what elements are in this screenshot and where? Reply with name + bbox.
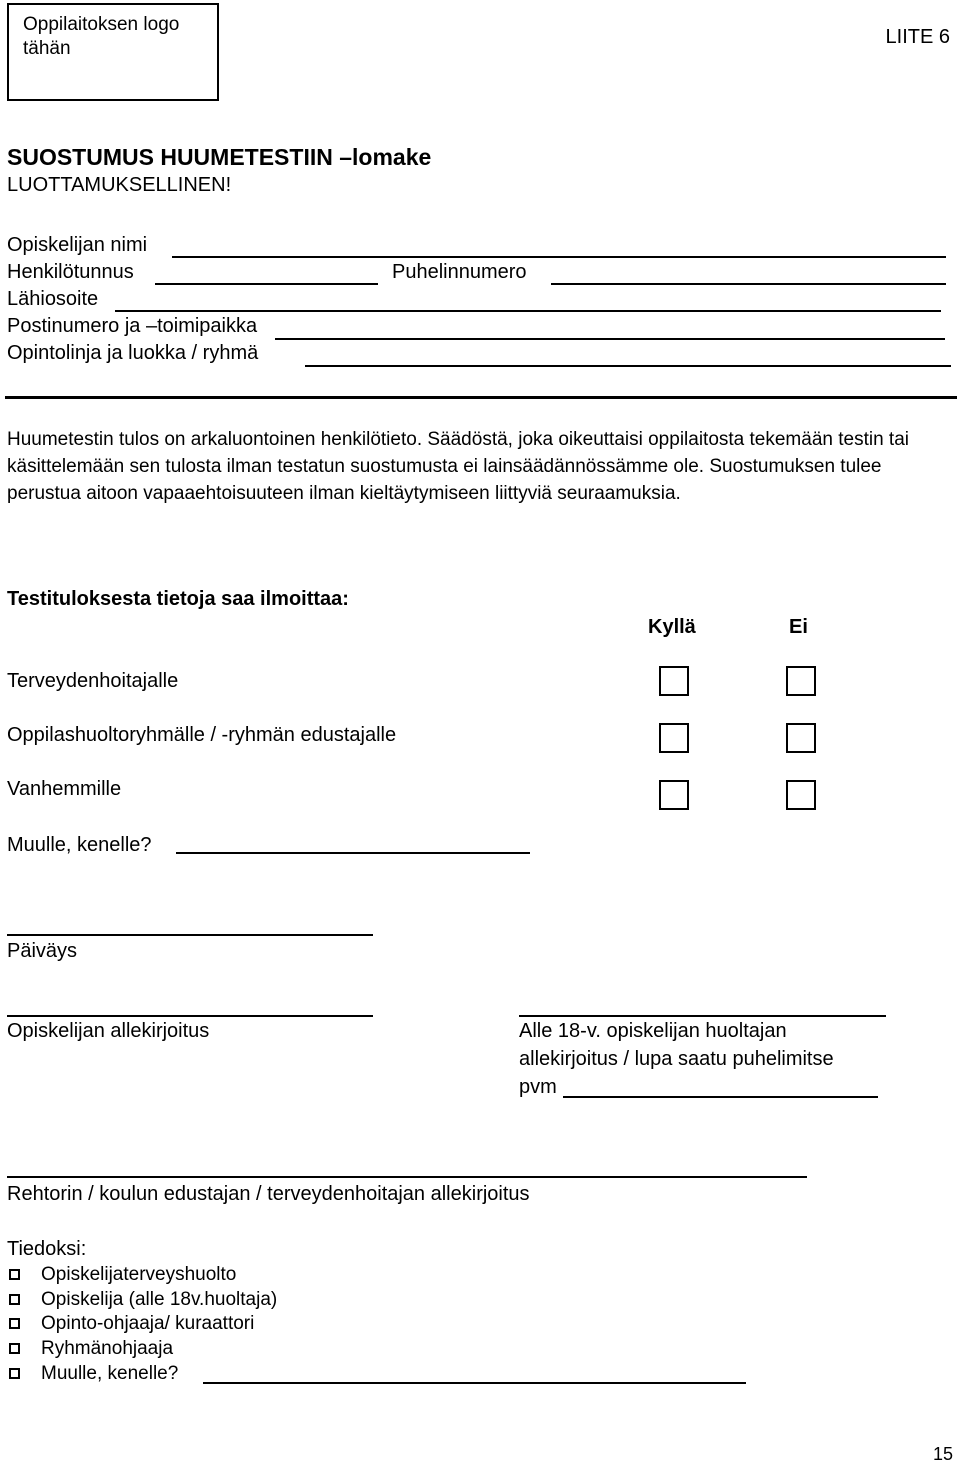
student-signature-label: Opiskelijan allekirjoitus <box>7 1020 210 1042</box>
welfare-group-no-checkbox[interactable] <box>786 723 816 753</box>
copies-heading: Tiedoksi: <box>7 1238 87 1260</box>
student-name-field[interactable] <box>172 256 946 258</box>
parents-yes-checkbox[interactable] <box>659 780 689 810</box>
copy-checkbox[interactable] <box>9 1343 20 1354</box>
parents-no-checkbox[interactable] <box>786 780 816 810</box>
phone-field[interactable] <box>551 283 946 285</box>
phone-label: Puhelinnumero <box>392 261 527 283</box>
guardian-signature-label-2: allekirjoitus / lupa saatu puhelimitse <box>519 1048 834 1070</box>
other-recipient-label: Muulle, kenelle? <box>7 834 152 856</box>
copy-checkbox[interactable] <box>9 1294 20 1305</box>
disclosure-heading: Testituloksesta tietoja saa ilmoittaa: <box>7 588 349 610</box>
page-number: 15 <box>932 1444 953 1464</box>
postal-field[interactable] <box>275 338 945 340</box>
form-title: SUOSTUMUS HUUMETESTIIN –lomake <box>7 144 432 170</box>
disclosure-row-label: Vanhemmille <box>7 778 122 800</box>
copy-item: Opiskelija (alle 18v.huoltaja) <box>41 1289 278 1310</box>
no-column-header: Ei <box>789 616 808 638</box>
confidential-label: LUOTTAMUKSELLINEN! <box>7 174 232 196</box>
disclosure-row-label: Terveydenhoitajalle <box>7 670 179 692</box>
health-nurse-no-checkbox[interactable] <box>786 666 816 696</box>
guardian-signature-label-1: Alle 18-v. opiskelijan huoltajan <box>519 1020 787 1042</box>
copy-item: Muulle, kenelle? <box>41 1363 179 1384</box>
study-line-label: Opintolinja ja luokka / ryhmä <box>7 342 259 364</box>
guardian-pvm-label: pvm <box>519 1076 557 1098</box>
study-line-field[interactable] <box>305 365 951 367</box>
yes-column-header: Kyllä <box>648 616 696 638</box>
guardian-pvm-field[interactable] <box>563 1096 878 1098</box>
copy-checkbox[interactable] <box>9 1269 20 1280</box>
health-nurse-yes-checkbox[interactable] <box>659 666 689 696</box>
date-label: Päiväys <box>7 940 78 962</box>
logo-placeholder <box>7 3 219 101</box>
principal-signature-field[interactable] <box>7 1176 807 1178</box>
street-address-label: Lähiosoite <box>7 288 99 310</box>
principal-signature-label: Rehtorin / koulun edustajan / terveydenhoitajan allekirjoitus <box>7 1183 530 1205</box>
postal-label: Postinumero ja –toimipaikka <box>7 315 258 337</box>
student-name-label: Opiskelijan nimi <box>7 234 148 256</box>
disclosure-row-label: Oppilashuoltoryhmälle / -ryhmän edustajalle <box>7 724 397 746</box>
welfare-group-yes-checkbox[interactable] <box>659 723 689 753</box>
copy-item: Opiskelijaterveyshuolto <box>41 1264 237 1285</box>
copy-checkbox[interactable] <box>9 1368 20 1379</box>
personal-id-label: Henkilötunnus <box>7 261 134 283</box>
personal-id-field[interactable] <box>155 283 378 285</box>
section-divider <box>5 396 957 399</box>
street-address-field[interactable] <box>115 310 941 312</box>
copy-item: Ryhmänohjaaja <box>41 1338 174 1359</box>
copy-other-field[interactable] <box>203 1382 746 1384</box>
copy-item: Opinto-ohjaaja/ kuraattori <box>41 1313 255 1334</box>
logo-placeholder-text: Oppilaitoksen logo tähän <box>23 14 180 59</box>
date-field[interactable] <box>7 934 373 936</box>
guardian-signature-field[interactable] <box>519 1015 886 1017</box>
appendix-label: LIITE 6 <box>885 26 950 48</box>
privacy-notice: Huumetestin tulos on arkaluontoinen henkilötieto. Säädöstä, joka oikeuttaisi oppilaitosta tekemään testin tai käsittelemään sen tulosta ilman testatun suostumusta ei lainsäädännössämme ole. Suostumuksen tulee perustua aitoon vapaaehtoisuuteen ilman kieltäytymiseen liittyviä seuraamuksia. <box>7 429 909 504</box>
copy-checkbox[interactable] <box>9 1318 20 1329</box>
other-recipient-field[interactable] <box>176 852 530 854</box>
student-signature-field[interactable] <box>7 1015 373 1017</box>
